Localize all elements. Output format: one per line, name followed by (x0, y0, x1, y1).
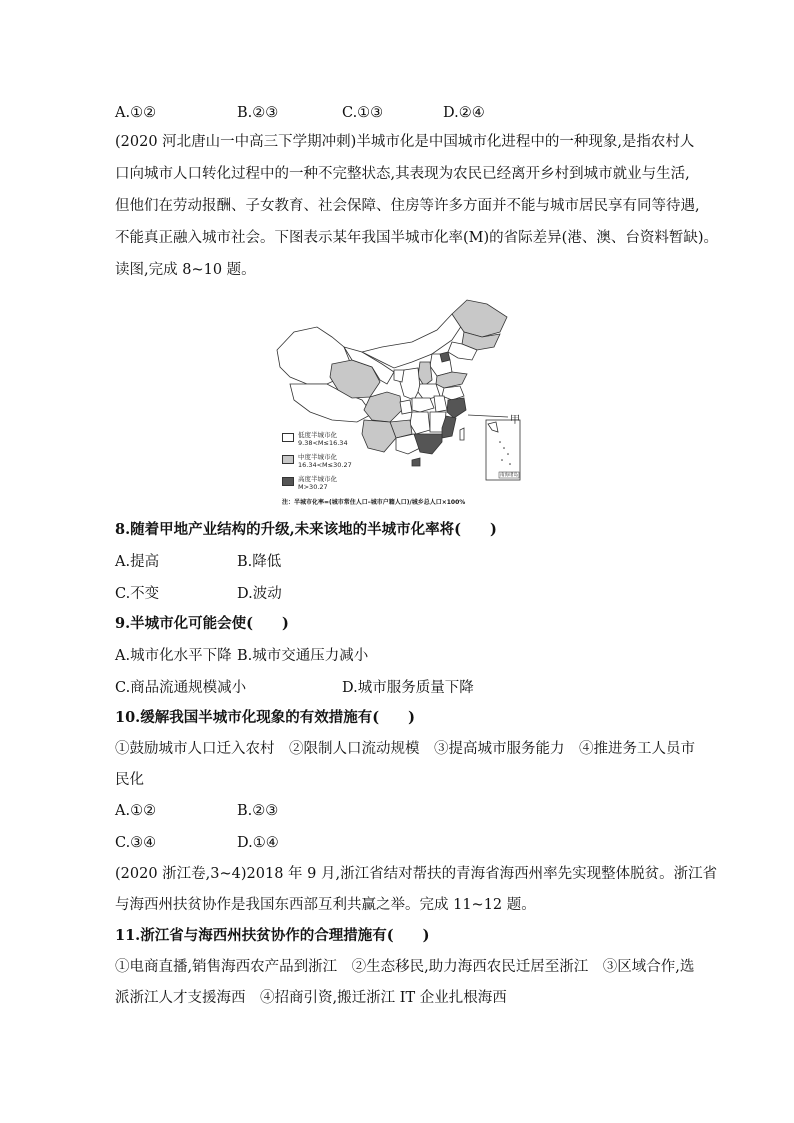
q8-stem: 8.随着甲地产业结构的升级,未来该地的半城市化率将( ) (115, 521, 497, 538)
region-ningxia (394, 370, 404, 382)
q7-option-d: D.②④ (443, 105, 485, 121)
intro-line-4: 不能真正融入城市社会。下图表示某年我国半城市化率(M)的省际差异(港、澳、台资料暂缺)。 (115, 230, 718, 246)
intro2-line-1: (2020 浙江卷,3~4)2018 年 9 月,浙江省结对帮扶的青海省海西州率先实现整体脱贫。浙江省 (115, 866, 718, 882)
intro-line-3: 但他们在劳动报酬、子女教育、社会保障、住房等许多方面并不能与城市居民享有同等待遇, (115, 198, 700, 214)
q8-option-c: C.不变 (115, 586, 160, 602)
legend-swatch-high (282, 477, 294, 486)
q10-option-a: A.①② (115, 803, 157, 819)
intro-line-2: 口向城市人口转化过程中的一种不完整状态,其表现为农民已经离开乡村到城市就业与生活, (115, 166, 690, 182)
q7-option-c: C.①③ (342, 105, 384, 121)
region-shanxi (418, 362, 432, 386)
region-hunan (410, 412, 430, 434)
intro-line-5: 读图,完成 8~10 题。 (115, 262, 256, 278)
q10-stem: 10.缓解我国半城市化现象的有效措施有( ) (115, 709, 415, 726)
q7-option-b: B.②③ (237, 105, 279, 121)
legend-swatch-medium (282, 455, 294, 464)
legend-label-low: 低度半城市化 9.38<M≤16.34 (298, 431, 348, 447)
region-taiwan (460, 428, 464, 440)
legend-label-medium: 中度半城市化 16.34<M≤30.27 (298, 453, 352, 469)
region-hainan (412, 458, 420, 466)
q8-option-b: B.降低 (237, 554, 282, 570)
region-jiangsu (442, 386, 464, 400)
china-semi-urbanization-map (272, 292, 524, 510)
region-guangdong (414, 434, 442, 454)
q11-items-line-1: ①电商直播,销售海西农产品到浙江 ②生态移民,助力海西农民迁居至浙江 ③区域合作,选 (115, 959, 695, 975)
q9-option-c: C.商品流通规模减小 (115, 680, 247, 696)
label-jia: 甲 (510, 415, 520, 426)
q10-items-line-1: ①鼓励城市人口迁入农村 ②限制人口流动规模 ③提高城市服务能力 ④推进务工人员市 (115, 741, 695, 757)
region-yunnan (362, 420, 396, 452)
q9-option-a: A.城市化水平下降 (115, 648, 232, 664)
q7-option-a: A.①② (115, 105, 157, 121)
legend-swatch-low (282, 433, 294, 442)
q8-option-d: D.波动 (237, 586, 282, 602)
intro2-line-2: 与海西州扶贫协作是我国东西部互利共赢之举。完成 11~12 题。 (115, 897, 536, 913)
q8-option-a: A.提高 (115, 554, 160, 570)
q10-option-b: B.②③ (237, 803, 279, 819)
region-heilongjiang (452, 300, 507, 337)
q9-option-b: B.城市交通压力减小 (237, 648, 369, 664)
intro-line-1: (2020 河北唐山一中高三下学期冲刺)半城市化是中国城市化进程中的一种现象,是指农村人 (115, 134, 695, 150)
region-zhejiang (447, 398, 466, 418)
q11-items-line-2: 派浙江人才支援海西 ④招商引资,搬迁浙江 IT 企业扎根海西 (115, 990, 507, 1006)
q9-option-d: D.城市服务质量下降 (342, 680, 474, 696)
q11-stem: 11.浙江省与海西州扶贫协作的合理措施有( ) (115, 927, 430, 944)
map-note: 注：半城市化率=(城市常住人口–城市户籍人口)/城乡总人口×100% (282, 499, 466, 506)
q10-option-c: C.③④ (115, 835, 157, 851)
q10-items-line-2: 民化 (115, 772, 144, 788)
inset-label: 南海诸岛 (500, 473, 518, 478)
q9-stem: 9.半城市化可能会使( ) (115, 615, 289, 632)
region-hubei (412, 398, 434, 412)
q10-option-d: D.①④ (237, 835, 279, 851)
legend-label-high: 高度半城市化 M>30.27 (298, 475, 337, 491)
region-chongqing (400, 400, 412, 414)
region-anhui (434, 396, 447, 412)
